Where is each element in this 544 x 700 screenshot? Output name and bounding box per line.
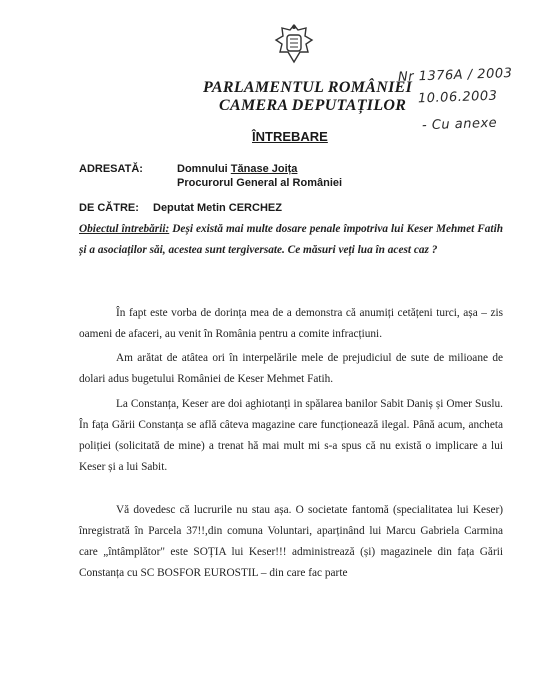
sender-name: Deputat Metin CERCHEZ — [153, 202, 282, 214]
registration-number-handwritten: Nr 1376A / 2003 — [397, 66, 513, 85]
annex-note-handwritten: - Cu anexe — [421, 115, 498, 134]
body-paragraph-3: La Constanța, Keser are doi aghiotanți in spălarea banilor Sabit Daniș și Omer Suslu. În fața Gării Constanța se află câteva magazine care funcționează ilegal. Până acum, ancheta poliției (solicitată de mine) a trenat hă mai mult mi s-a spus că nu există o implicare a lui Keser și a lui Sabit. — [79, 398, 503, 473]
addressee-name — [177, 163, 297, 175]
addressee-role: Procurorul General al României — [177, 177, 343, 189]
addressee-person: Tănase Joița — [230, 163, 298, 175]
addressee-prefix: Domnului — [177, 163, 228, 175]
objective-text: Deși există mai multe dosare penale împotriva lui Keser Mehmet Fatih și a asociaților săi, acestea sunt tergiversate. Ce măsuri veți lua în acest caz ? — [79, 223, 503, 256]
objective-label: Obiectul întrebării: — [79, 223, 170, 235]
chamber-title: CAMERA DEPUTAȚILOR — [219, 97, 407, 114]
body-paragraph-4: Vă dovedesc că lucrurile nu stau așa. O societate fantomă (specialitatea lui Keser) înregistrată în Parcela 37!!,din comuna Voluntari, aparținând lui Marcu Gabriela Carmina care „întâmplător" este SOȚIA lui Keser!!! administrează (și) magazinele din fața Gării Constanța cu SC BOSFOR EUROSTIL – din care fac parte — [79, 504, 503, 579]
body-paragraph-2: Am arătat de atâtea ori în interpelările mele de prejudiciul de sute de milioane de dolari adus bugetului României de Keser Mehmet Fatih. — [79, 352, 503, 385]
addressee-label: ADRESATĂ: — [79, 163, 143, 175]
sender-label: DE CĂTRE: — [79, 202, 139, 214]
coat-of-arms-icon — [272, 22, 316, 66]
registration-date-handwritten: 10.06.2003 — [417, 88, 498, 107]
body-paragraph-1: În fapt este vorba de dorința mea de a demonstra că anumiți cetățeni turci, așa – zis oameni de afaceri, au venit în România pentru a comite infracțiuni. — [79, 307, 503, 340]
document-heading: ÎNTREBARE — [252, 129, 328, 144]
objective-paragraph — [79, 219, 503, 261]
parliament-title: PARLAMENTUL ROMÂNIEI — [203, 79, 413, 96]
